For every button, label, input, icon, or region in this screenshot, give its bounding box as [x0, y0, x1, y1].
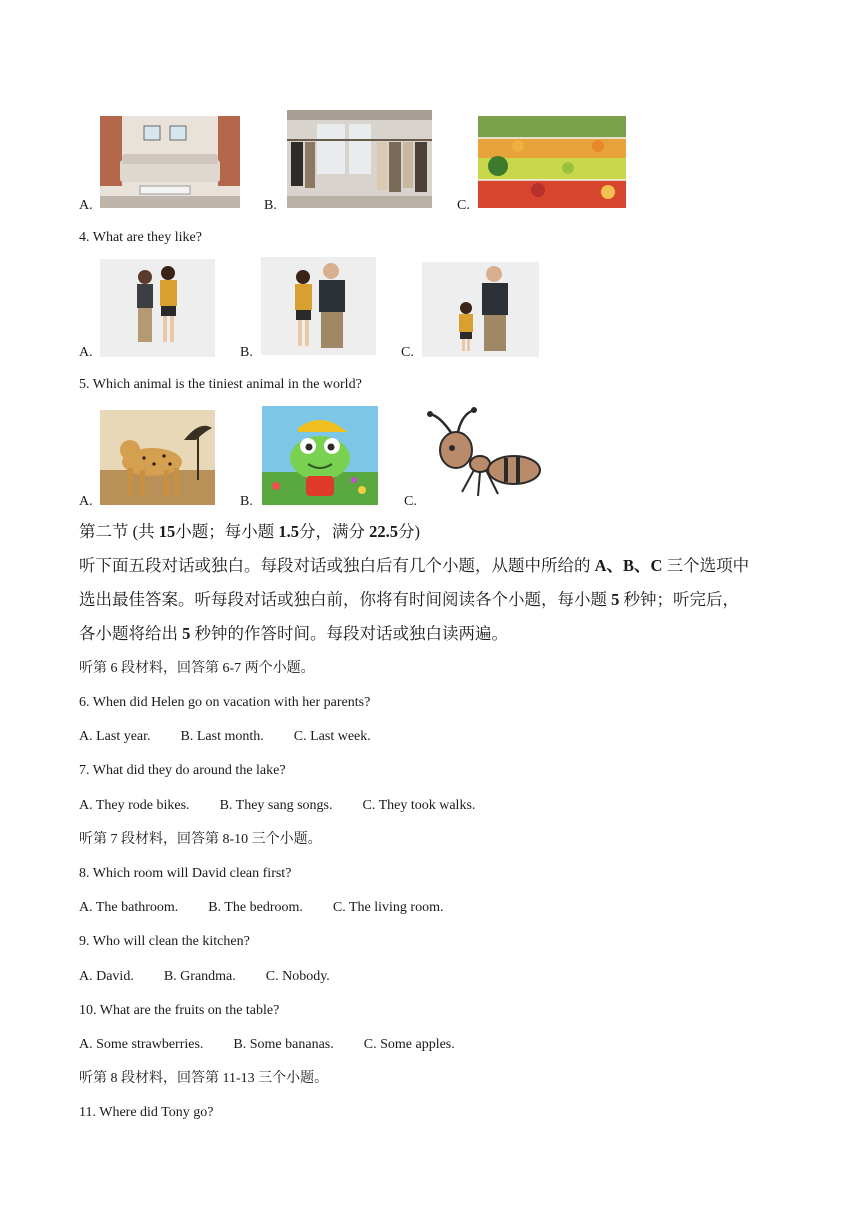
q4-option-a-label: A.	[79, 345, 93, 360]
q7-option-b: B. They sang songs.	[219, 798, 333, 813]
q10-option-b: B. Some bananas.	[233, 1037, 334, 1052]
question-8-options	[79, 899, 473, 917]
question-11: 11. Where did Tony go?	[79, 1105, 214, 1120]
q4-option-c-label: C.	[401, 345, 414, 360]
question-10-options	[79, 1036, 485, 1054]
q6-option-c: C. Last week.	[293, 729, 371, 744]
material-8-intro: 听第 8 段材料，回答第 11-13 三个小题。	[79, 1071, 329, 1086]
people-man-and-woman-image	[261, 257, 376, 355]
girl-and-man-image	[422, 262, 539, 357]
q9-option-c: C. Nobody.	[265, 969, 330, 984]
q5-option-a-label: A.	[79, 494, 93, 509]
q3-option-a-label: A.	[79, 198, 93, 213]
q9-option-b: B. Grandma.	[163, 969, 236, 984]
q3-option-b-label: B.	[264, 198, 277, 213]
question-9: 9. Who will clean the kitchen?	[79, 934, 250, 949]
q7-option-a: A. They rode bikes.	[79, 798, 190, 813]
question-5: 5. Which animal is the tiniest animal in the world?	[79, 377, 362, 392]
material-7-intro: 听第 7 段材料，回答第 8-10 三个小题。	[79, 832, 322, 847]
question-4: 4. What are they like?	[79, 230, 202, 245]
q3-option-c-label: C.	[457, 198, 470, 213]
question-7-options	[79, 797, 505, 815]
question-7: 7. What did they do around the lake?	[79, 763, 286, 778]
q10-option-a: A. Some strawberries.	[79, 1037, 204, 1052]
frog-image	[262, 406, 378, 505]
instruction-line-1: 听下面五段对话或独白。每段对话或独白后有几个小题，从题中所给的 A、B、C 三个选项中	[79, 556, 750, 575]
q8-option-b: B. The bedroom.	[208, 900, 303, 915]
q5-option-c-label: C.	[404, 494, 417, 509]
q10-option-c: C. Some apples.	[363, 1037, 455, 1052]
q8-option-c: C. The living room.	[332, 900, 444, 915]
question-6: 6. When did Helen go on vacation with her parents?	[79, 695, 371, 710]
instruction-line-2: 选出最佳答案。听每段对话或独白前，你将有时间阅读各个小题，每小题 5 秒钟；听完后，	[79, 590, 739, 609]
section-2-heading: 第二节 (共 15小题；每小题 1.5分，满分 22.5分)	[79, 522, 420, 541]
cheetah-image	[100, 410, 215, 505]
question-6-options	[79, 728, 401, 746]
q7-option-c: C. They took walks.	[362, 798, 476, 813]
question-8: 8. Which room will David clean first?	[79, 866, 292, 881]
q9-option-a: A. David.	[79, 969, 134, 984]
question-10: 10. What are the fruits on the table?	[79, 1003, 280, 1018]
people-similar-height-image	[100, 259, 215, 357]
question-9-options	[79, 968, 360, 986]
clothes-store-image	[287, 110, 432, 208]
living-room-image	[100, 116, 240, 208]
material-6-intro: 听第 6 段材料，回答第 6-7 两个小题。	[79, 661, 315, 676]
fruit-market-image	[478, 116, 626, 208]
instruction-line-3: 各小题将给出 5 秒钟的作答时间。每段对话或独白读两遍。	[79, 624, 508, 643]
q6-option-a: A. Last year.	[79, 729, 151, 744]
ant-image	[422, 404, 544, 500]
q8-option-a: A. The bathroom.	[79, 900, 179, 915]
q5-option-b-label: B.	[240, 494, 253, 509]
q6-option-b: B. Last month.	[180, 729, 264, 744]
q4-option-b-label: B.	[240, 345, 253, 360]
